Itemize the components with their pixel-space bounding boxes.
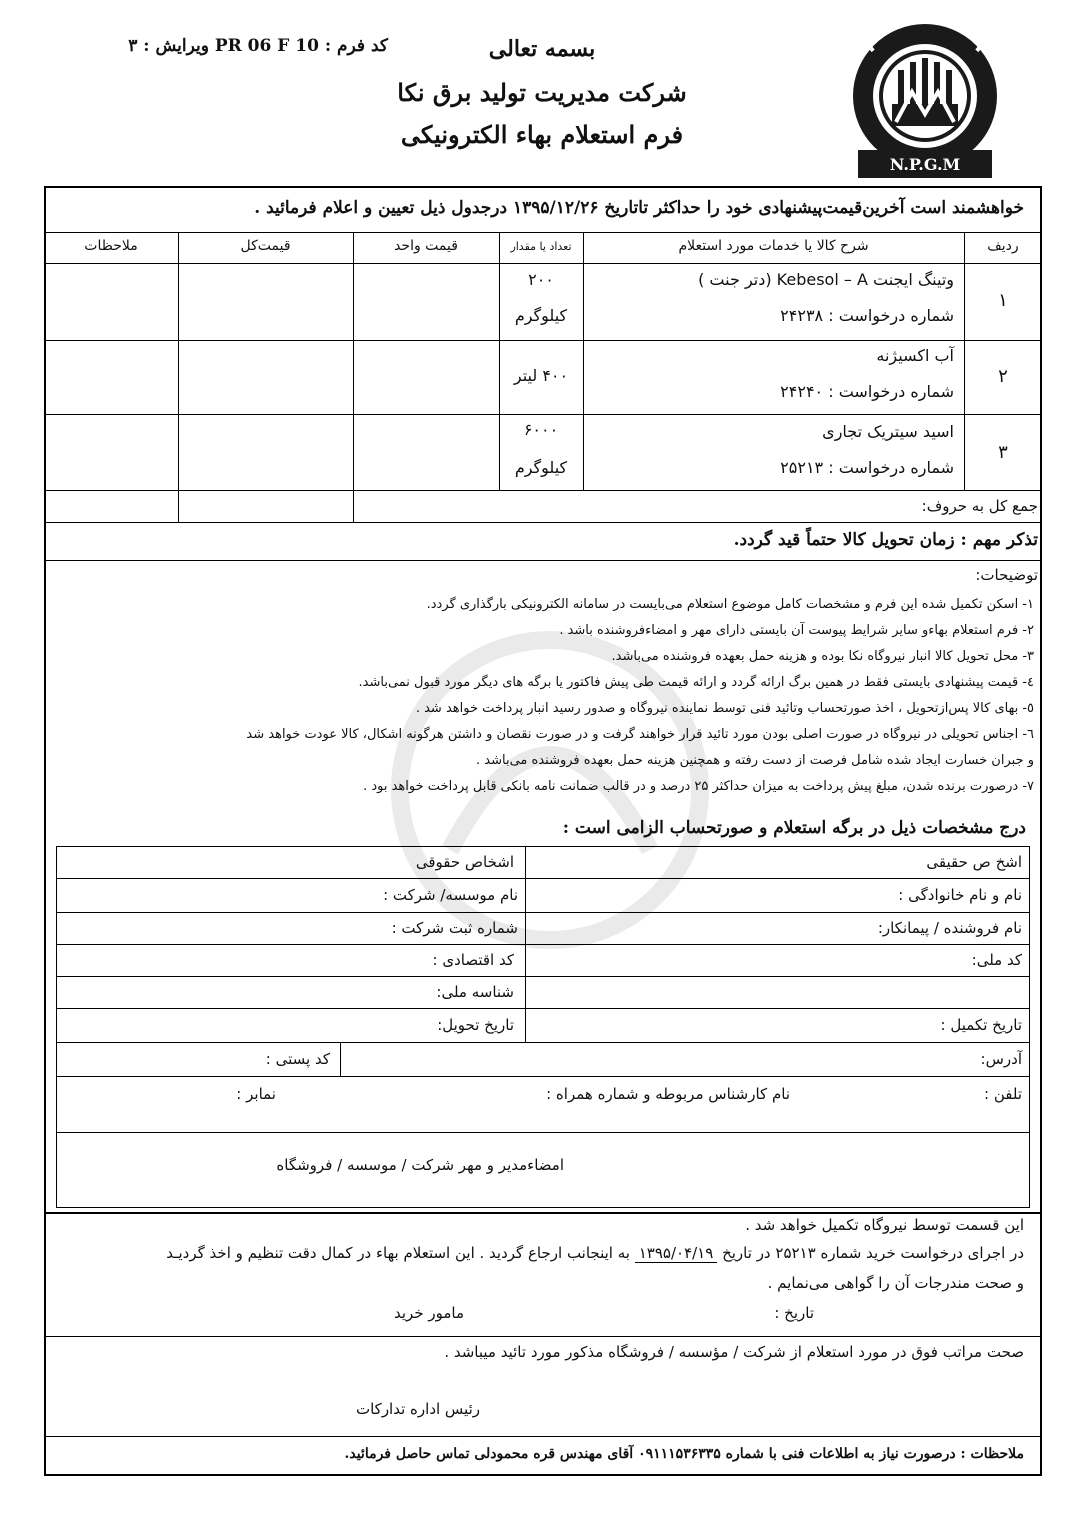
row-request-number: شماره درخواست : ۲۵۲۱۳	[780, 458, 954, 477]
company-logo	[832, 22, 1018, 182]
row-qty: ۴۰۰ لیتر	[513, 366, 569, 385]
expert-contact-field[interactable]: نام کارشناس مربوطه و شماره همراه :	[546, 1085, 790, 1103]
row-number: ۲	[998, 366, 1008, 387]
form-code: کد فرم : PR 06 F 10 ویرایش : ۳	[128, 36, 388, 56]
national-id-field[interactable]: شناسه ملی:	[436, 983, 514, 1001]
header-unit-price: قیمت واحد	[394, 238, 458, 254]
note-item: ۳- محل تحویل کالا انبار نیروگاه نکا بوده و هزینه حمل بعهده فروشنده می‌باشد.	[611, 649, 1034, 664]
logo-text: N.P.G.M	[889, 155, 961, 174]
row-qty-unit: کیلوگرم	[514, 306, 568, 325]
postal-code-field[interactable]: کد پستی :	[265, 1050, 330, 1068]
plant-certification-line-2: و صحت مندرجات آن را گواهی می‌نمایم .	[767, 1274, 1024, 1292]
note-item: ۷- درصورت برنده شدن، مبلغ پیش پرداخت به میزان حداکثر ۲۵ درصد و در قالب ضمانت نامه بانکی قابل پرداخت خواهد بود .	[363, 779, 1034, 794]
plant-certification-line: در اجرای درخواست خرید شماره ۲۵۲۱۳ در تاریخ ۱۳۹۵/۰۴/۱۹ به اینجانب ارجاع گردید . این استعلام بهاء در کمال دقت تنظیم و اخذ گردیـد	[166, 1244, 1024, 1262]
registration-number-field[interactable]: شماره ثبت شرکت :	[391, 919, 518, 937]
address-field[interactable]: آدرس:	[980, 1050, 1022, 1068]
fax-field[interactable]: نمابر :	[236, 1085, 276, 1103]
sum-in-words-label: جمع کل به حروف:	[921, 497, 1038, 515]
row-desc: آب اکسیژنه	[876, 346, 954, 365]
company-name-field[interactable]: نام موسسه/ شرکت :	[383, 886, 518, 904]
row-request-number: شماره درخواست : ۲۴۲۳۸	[780, 306, 954, 325]
row-qty: ۶۰۰۰	[523, 420, 559, 439]
plant-section-intro: این قسمت توسط نیروگاه تکمیل خواهد شد .	[745, 1216, 1024, 1234]
full-name-field[interactable]: نام و نام خانوادگی :	[898, 886, 1022, 904]
header-desc: شرح کالا یا خدمات مورد استعلام	[678, 238, 869, 254]
row-number: ۳	[998, 442, 1008, 463]
purchase-officer-label: مامور خرید	[394, 1304, 464, 1322]
specs-title: درج مشخصات ذیل در برگه استعلام و صورتحساب الزامی است :	[562, 818, 1026, 838]
note-item: ٦- اجناس تحویلی در نیروگاه در صورت اصلی بودن مورد تائید قرار خواهند گرفت و در صورت نقصان و داشتن هرگونه اشکال، کالا عودت خواهد شد	[246, 727, 1034, 742]
economic-code-field[interactable]: کد اقتصادی :	[432, 951, 514, 969]
specs-box	[56, 846, 1030, 1208]
note-item: ۱- اسکن تکمیل شده این فرم و مشخصات کامل موضوع استعلام می‌بایست در سامانه الکترونیکی بارگذاری گردد.	[426, 597, 1034, 612]
note-item: ٤- قیمت پیشنهادی بایستی فقط در همین برگ ارائه گردد و ارائه قیمت طی پیش فاکتور یا برگه های دیگر مورد قبول نمی‌باشد.	[358, 675, 1034, 690]
bismillah: بسمه تعالی	[488, 36, 596, 62]
header-qty: تعداد یا مقدار	[510, 240, 572, 253]
phone-field[interactable]: تلفن :	[984, 1085, 1022, 1103]
important-note: تذکر مهم : زمان تحویل کالا حتماً قید گردد.	[733, 530, 1038, 550]
seller-name-field[interactable]: نام فروشنده / پیمانکار:	[877, 919, 1022, 937]
header-notes: ملاحظات	[84, 238, 138, 254]
confirmation-text: صحت مراتب فوق در مورد استعلام از شرکت / مؤسسه / فروشگاه مذکور مورد تائید میباشد .	[444, 1343, 1024, 1361]
legal-persons-label: اشخاص حقوقی	[415, 853, 514, 871]
footer-note: ملاحظات : درصورت نیاز به اطلاعات فنی با شماره ۰۹۱۱۱۵۳۶۳۳۵ آقای مهندس قره محمودلی تماس حاصل فرمائید.	[344, 1446, 1024, 1462]
row-qty-unit: کیلوگرم	[514, 458, 568, 477]
row-qty: ۲۰۰	[528, 270, 554, 289]
procurement-head-label: رئیس اداره تدارکات	[355, 1400, 480, 1418]
completion-date-field[interactable]: تاریخ تکمیل :	[940, 1016, 1022, 1034]
plant-date-label: تاریخ :	[774, 1304, 814, 1322]
row-desc: وتینگ ایجنت Kebesol – A (دتر جنت )	[698, 270, 954, 289]
row-request-number: شماره درخواست : ۲۴۲۴۰	[780, 382, 954, 401]
notes-list	[44, 592, 1034, 800]
header-total: قیمت‌کل	[240, 238, 291, 254]
referral-date: ۱۳۹۵/۰۴/۱۹	[635, 1244, 718, 1263]
notes-title: توضیحات:	[975, 566, 1038, 584]
note-item: ٥- بهای کالا پس‌ازتحویل ، اخذ صورتحساب وتائید فنی توسط نماینده نیروگاه و صدور رسید انبار پرداخت خواهد شد .	[415, 701, 1034, 716]
delivery-date-field[interactable]: تاریخ تحویل:	[437, 1016, 514, 1034]
note-item: ۲- فرم استعلام بهاءو سایر شرایط پیوست آن بایستی دارای مهر و امضاءفروشنده باشد .	[559, 623, 1034, 638]
row-desc: اسید سیتریک تجاری	[822, 422, 954, 441]
natural-persons-label: اشخ ص حقیقی	[926, 853, 1022, 871]
note-item: و جبران خسارت ایجاد شده شامل فرصت از دست رفته و همچنین هزینه حمل بعهده فروشنده می‌باشد .	[476, 753, 1034, 768]
row-number: ۱	[998, 290, 1008, 311]
national-code-field[interactable]: کد ملی:	[971, 951, 1022, 969]
company-name: شرکت مدیریت تولید برق نکا	[397, 78, 687, 107]
form-title: فرم استعلام بهاء الکترونیکی	[400, 120, 684, 149]
request-line: خواهشمند است آخرین‌قیمت‌پیشنهادی خود را حداکثر تاتاریخ ۱۳۹۵/۱۲/۲۶ درجدول ذیل تعیین و اعلام فرمائید .	[254, 198, 1024, 218]
header-row: ردیف	[987, 238, 1019, 254]
signature-label: امضاءمدیر و مهر شرکت / موسسه / فروشگاه	[276, 1156, 564, 1174]
